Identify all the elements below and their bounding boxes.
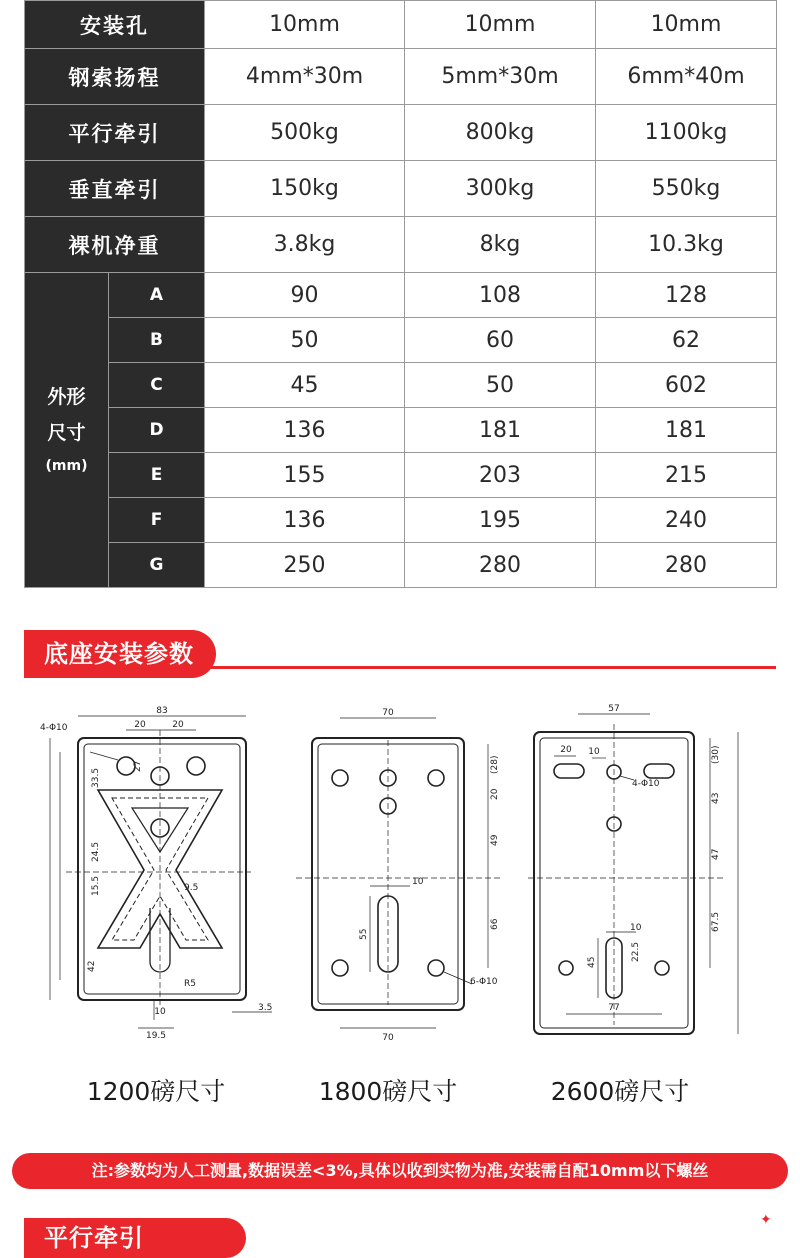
dim-label: 4-Φ10	[632, 779, 660, 789]
row-label: 垂直牵引	[25, 161, 205, 217]
decorative-icon: ✦	[760, 1212, 772, 1228]
drawing-caption-1200: 1200磅尺寸	[86, 1077, 226, 1106]
cell: 181	[405, 408, 596, 453]
cell: 10mm	[596, 1, 777, 49]
dim-label: 6-Φ10	[470, 977, 498, 987]
dim-label: 45	[587, 956, 597, 968]
dim-label: 9.5	[184, 883, 199, 893]
dim-label: 70	[382, 1033, 394, 1043]
table-row	[25, 161, 777, 217]
cell: 128	[596, 273, 777, 318]
cell: 136	[205, 408, 405, 453]
drawing-1200	[36, 700, 286, 1045]
next-section-title: 平行牵引	[24, 1218, 246, 1258]
dim-label: 77	[608, 1003, 620, 1013]
cell: 1100kg	[596, 105, 777, 161]
table-row	[25, 453, 777, 498]
measurement-note: 注:参数均为人工测量,数据误差<3%,具体以收到实物为准,安装需自配10mm以下螺丝	[12, 1153, 788, 1189]
cell: 5mm*30m	[405, 49, 596, 105]
cell: 602	[596, 363, 777, 408]
dim-label: 20	[560, 745, 572, 755]
dim-label: 10	[630, 923, 642, 933]
dim-label: 22.5	[631, 941, 641, 962]
dim-label: G	[109, 543, 205, 588]
dim-label: 15.5	[91, 875, 101, 896]
table-row	[25, 49, 777, 105]
dim-label: (30)	[711, 745, 721, 764]
dim-label: 42	[87, 960, 97, 972]
dim-label: A	[109, 273, 205, 318]
table-row	[25, 273, 777, 318]
table-row	[25, 543, 777, 588]
row-label: 平行牵引	[25, 105, 205, 161]
cell: 108	[405, 273, 596, 318]
drawing-caption-2600: 2600磅尺寸	[550, 1077, 690, 1106]
dim-label: 70	[382, 708, 394, 718]
cell: 10mm	[205, 1, 405, 49]
cell: 300kg	[405, 161, 596, 217]
dim-label: 20	[172, 720, 184, 730]
cell: 280	[405, 543, 596, 588]
dim-label: E	[109, 453, 205, 498]
table-row	[25, 105, 777, 161]
cell: 150kg	[205, 161, 405, 217]
drawing-caption-1800: 1800磅尺寸	[318, 1077, 458, 1106]
cell: 550kg	[596, 161, 777, 217]
dim-label: 66	[490, 918, 500, 930]
dim-label: 10	[412, 877, 424, 887]
section-title: 底座安装参数	[24, 630, 216, 678]
cell: 90	[205, 273, 405, 318]
group-line-1: 外形	[47, 386, 86, 408]
dim-label: 10	[154, 1007, 166, 1017]
cell: 181	[596, 408, 777, 453]
dim-label: 27	[133, 760, 143, 772]
cell: 60	[405, 318, 596, 363]
dim-label: B	[109, 318, 205, 363]
dim-label: 47	[711, 848, 721, 860]
row-label: 安装孔	[25, 1, 205, 49]
dim-label: 10	[588, 747, 600, 757]
cell: 8kg	[405, 217, 596, 273]
cell: 215	[596, 453, 777, 498]
dim-label: D	[109, 408, 205, 453]
group-unit: (mm)	[45, 458, 88, 474]
cell: 250	[205, 543, 405, 588]
dim-label: 3.5	[258, 1003, 273, 1013]
cell: 155	[205, 453, 405, 498]
cell: 45	[205, 363, 405, 408]
cell: 500kg	[205, 105, 405, 161]
dim-label: 24.5	[91, 841, 101, 862]
dim-label: 55	[359, 928, 369, 940]
cell: 195	[405, 498, 596, 543]
cell: 280	[596, 543, 777, 588]
cell: 203	[405, 453, 596, 498]
table-row	[25, 217, 777, 273]
dim-label: 19.5	[145, 1031, 167, 1041]
group-line-2: 尺寸	[47, 422, 86, 444]
dim-label: 49	[490, 834, 500, 846]
cell: 6mm*40m	[596, 49, 777, 105]
dim-label: 4-Φ10	[40, 723, 68, 733]
table-row	[25, 363, 777, 408]
dim-label: C	[109, 363, 205, 408]
dim-label: 83	[156, 706, 168, 716]
dim-label: 57	[608, 704, 620, 714]
cell: 800kg	[405, 105, 596, 161]
spec-table	[24, 0, 777, 588]
dim-label: 67.5	[711, 911, 721, 932]
cell: 4mm*30m	[205, 49, 405, 105]
table-row	[25, 408, 777, 453]
dim-label: 20	[134, 720, 146, 730]
drawing-1800	[292, 700, 517, 1045]
dim-label: R5	[184, 979, 196, 989]
drawing-2600	[526, 700, 766, 1045]
cell: 50	[205, 318, 405, 363]
dim-label: (28)	[490, 755, 500, 774]
cell: 10.3kg	[596, 217, 777, 273]
row-label: 裸机净重	[25, 217, 205, 273]
cell: 240	[596, 498, 777, 543]
cell: 62	[596, 318, 777, 363]
table-row	[25, 1, 777, 49]
dim-label: 43	[711, 792, 721, 804]
dim-label: F	[109, 498, 205, 543]
row-label: 钢索扬程	[25, 49, 205, 105]
dimension-group-label	[25, 273, 109, 588]
cell: 136	[205, 498, 405, 543]
cell: 50	[405, 363, 596, 408]
table-row	[25, 498, 777, 543]
table-row	[25, 318, 777, 363]
cell: 10mm	[405, 1, 596, 49]
dim-label: 20	[490, 788, 500, 800]
cell: 3.8kg	[205, 217, 405, 273]
dim-label: 33.5	[91, 767, 101, 788]
